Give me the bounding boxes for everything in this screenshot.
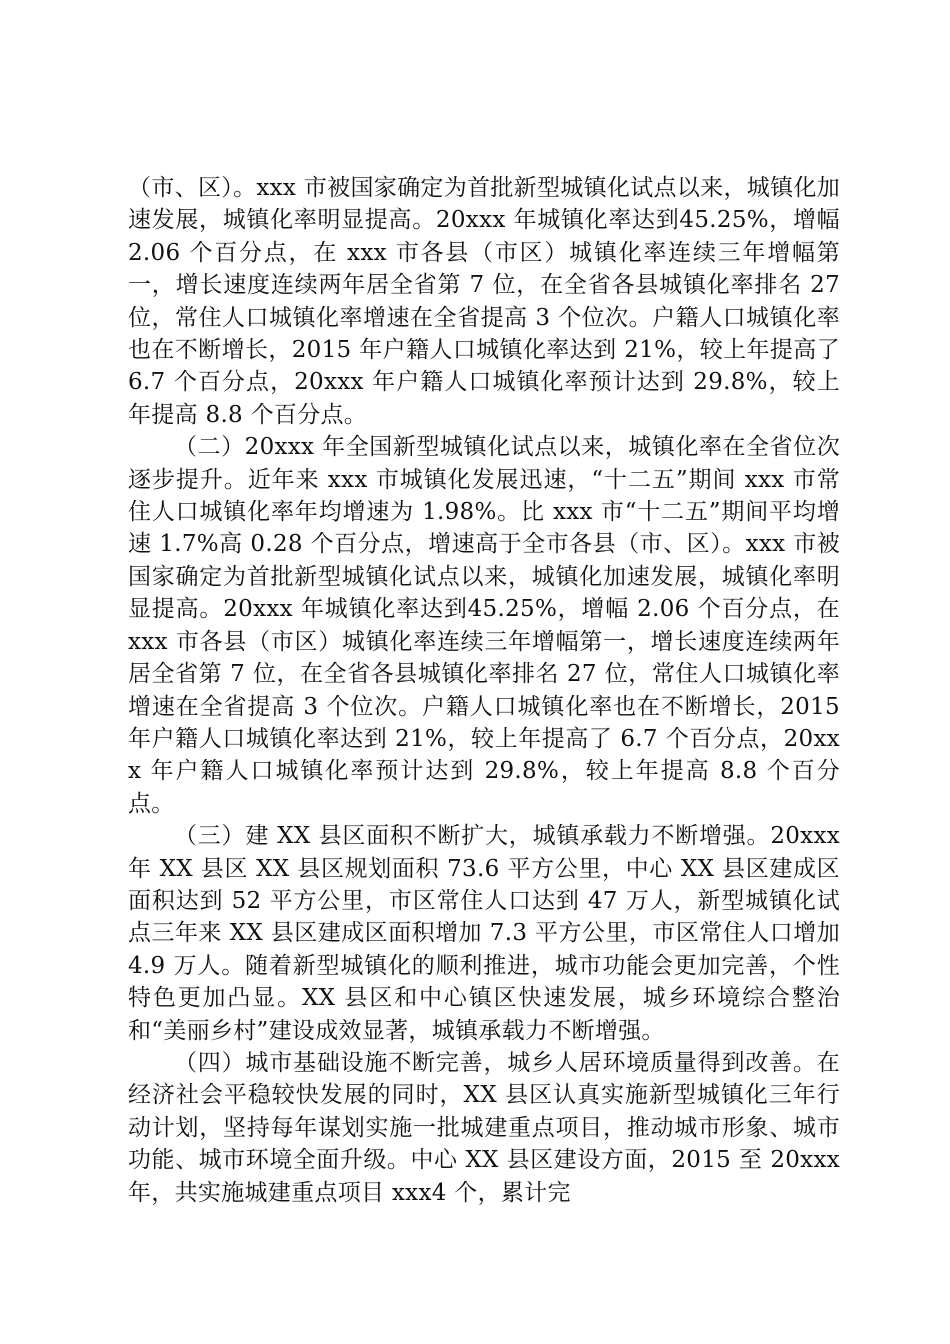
paragraph-section-3-county-area: （三）建 XX 县区面积不断扩大，城镇承载力不断增强。20xxx 年 XX 县区 XX 县区规划面积 73.6 平方公里，中心 XX 县区建成区面积达到 52 平方公里，市区常住人口达到 47 万人，新型城镇化试点三年来 XX 县区建成区面积增加 7.3 平方公里，市区常住人口增加 4.9 万人。随着新型城镇化的顺利推进，城市功能会更加完善，个性特色更加凸显。XX 县区和中心镇区快速发展，城乡环境综合整治和“美丽乡村”建设成效显著，城镇承载力不断增强。 [128, 823, 840, 1044]
paragraph-section-4-infrastructure: （四）城市基础设施不断完善，城乡人居环境质量得到改善。在经济社会平稳较快发展的同时，XX 县区认真实施新型城镇化三年行动计划，坚持每年谋划实施一批城建重点项目，推动城市形象、城市功能、城市环境全面升级。中心 XX 县区建设方面，2015 至 20xxx 年，共实施城建重点项目 xxx4 个，累计完 [128, 1049, 840, 1206]
paragraph-section-2-urbanization-ranking: （二）20xxx 年全国新型城镇化试点以来，城镇化率在全省位次逐步提升。近年来 xxx 市城镇化发展迅速，“十二五”期间 xxx 市常住人口城镇化率年均增速为 1.98%。比 xxx 市“十二五”期间平均增速 1.7%高 0.28 个百分点，增速高于全市各县（市、区）。xxx 市被国家确定为首批新型城镇化试点以来，城镇化加速发展，城镇化率明显提高。20xxx 年城镇化率达到45.25%，增幅 2.06 个百分点，在 xxx 市各县（市区）城镇化率连续三年增幅第一，增长速度连续两年居全省第 7 位，在全省各县城镇化率排名 27 位，常住人口城镇化率增速在全省提高 3 个位次。户籍人口城镇化率也在不断增长，2015 年户籍人口城镇化率达到 21%，较上年提高了 6.7 个百分点，20xxx 年户籍人口城镇化率预计达到 29.8%，较上年提高 8.8 个百分点。 [128, 434, 840, 817]
document-body [128, 172, 840, 1209]
paragraph-urbanization-rate-continued: （市、区）。xxx 市被国家确定为首批新型城镇化试点以来，城镇化加速发展，城镇化率明显提高。20xxx 年城镇化率达到45.25%，增幅 2.06 个百分点，在 xxx 市各县（市区）城镇化率连续三年增幅第一，增长速度连续两年居全省第 7 位，在全省各县城镇化率排名 27 位，常住人口城镇化率增速在全省提高 3 个位次。户籍人口城镇化率也在不断增长，2015 年户籍人口城镇化率达到 21%，较上年提高了 6.7 个百分点，20xxx 年户籍人口城镇化率预计达到 29.8%，较上年提高 8.8 个百分点。 [128, 175, 840, 428]
